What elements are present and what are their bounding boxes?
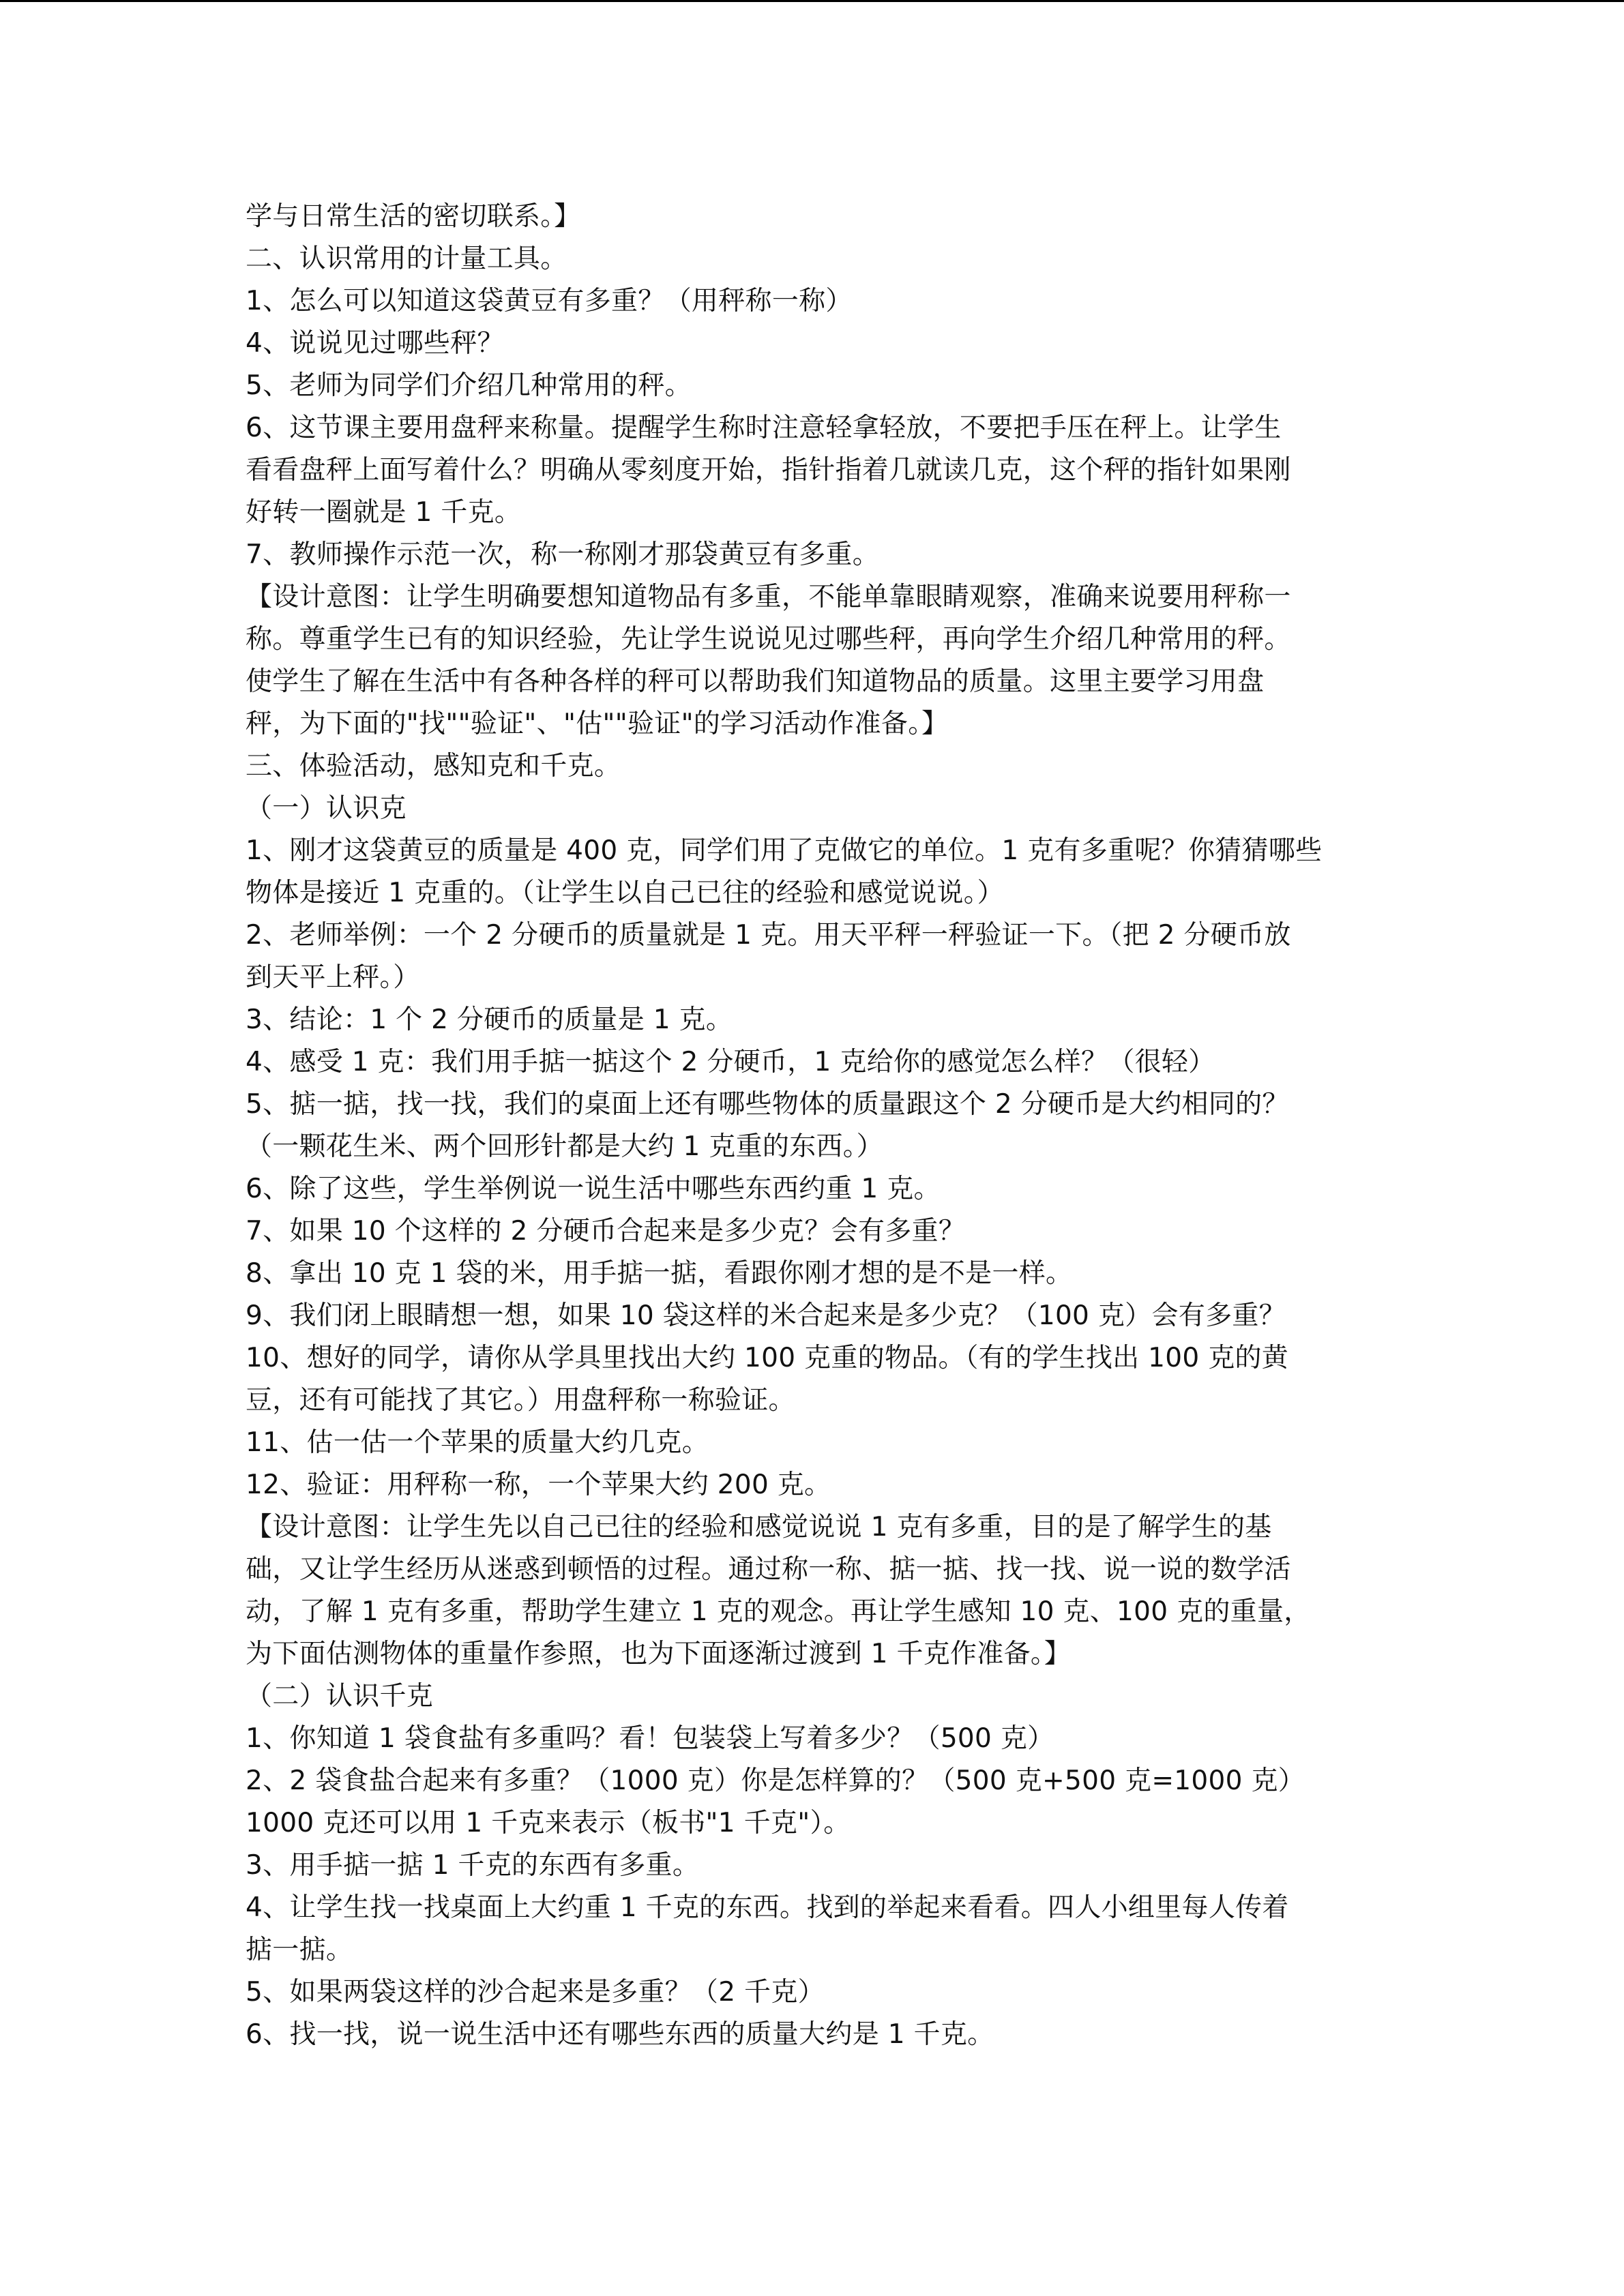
section-heading: 三、体验活动，感知克和千克。 xyxy=(246,751,621,781)
design-intent-line: 动，了解 1 克有多重，帮助学生建立 1 克的观念。再让学生感知 10 克、100 克的重量， xyxy=(246,1596,1311,1627)
text-line: 2、2 袋食盐合起来有多重？（1000 克）你是怎样算的？（500 克+500 克=1000 克） xyxy=(246,1765,1305,1796)
text-line: 豆，还有可能找了其它。）用盘秤称一称验证。 xyxy=(246,1385,795,1416)
text-line: 1、你知道 1 袋食盐有多重吗？看！包装袋上写着多少？（500 克） xyxy=(246,1723,1054,1754)
text-line: 看看盘秤上面写着什么？明确从零刻度开始，指针指着几就读几克，这个秤的指针如果刚 xyxy=(246,455,1291,486)
design-intent-line: 【设计意图：让学生明确要想知道物品有多重，不能单靠眼睛观察，准确来说要用秤称一 xyxy=(246,582,1291,612)
text-line: 1、刚才这袋黄豆的质量是 400 克，同学们用了克做它的单位。1 克有多重呢？你猜猜哪些 xyxy=(246,835,1323,866)
text-line: 6、找一找，说一说生活中还有哪些东西的质量大约是 1 千克。 xyxy=(246,2019,994,2050)
document-body xyxy=(246,196,1378,2056)
text-line: 5、掂一掂，找一找，我们的桌面上还有哪些物体的质量跟这个 2 分硬币是大约相同的？ xyxy=(246,1089,1289,1120)
text-line: 3、结论：1 个 2 分硬币的质量是 1 克。 xyxy=(246,1004,733,1035)
text-line: 5、老师为同学们介绍几种常用的秤。 xyxy=(246,370,692,401)
design-intent-line: 使学生了解在生活中有各种各样的秤可以帮助我们知道物品的质量。这里主要学习用盘 xyxy=(246,666,1265,697)
text-line: 掂一掂。 xyxy=(246,1935,353,1965)
design-intent-line: 秤，为下面的"找""验证"、"估""验证"的学习活动作准备。】 xyxy=(246,709,949,739)
text-line: 12、验证：用秤称一称，一个苹果大约 200 克。 xyxy=(246,1470,831,1500)
text-line: 8、拿出 10 克 1 袋的米，用手掂一掂，看跟你刚才想的是不是一样。 xyxy=(246,1258,1073,1289)
text-line: 9、我们闭上眼睛想一想，如果 10 袋这样的米合起来是多少克？（100 克）会有多重？ xyxy=(246,1300,1286,1331)
text-line: 1、怎么可以知道这袋黄豆有多重？（用秤称一称） xyxy=(246,286,853,316)
design-intent-line: 为下面估测物体的重量作参照，也为下面逐渐过渡到 1 千克作准备。】 xyxy=(246,1639,1072,1669)
subsection-heading: （二）认识千克 xyxy=(246,1681,434,1712)
page-top-border xyxy=(0,0,1624,2)
text-line: 7、如果 10 个这样的 2 分硬币合起来是多少克？会有多重？ xyxy=(246,1216,966,1247)
text-line: 2、老师举例：一个 2 分硬币的质量就是 1 克。用天平秤一秤验证一下。（把 2 分硬币放 xyxy=(246,920,1291,951)
text-line: 3、用手掂一掂 1 千克的东西有多重。 xyxy=(246,1850,700,1881)
text-line: 11、估一估一个苹果的质量大约几克。 xyxy=(246,1427,709,1458)
text-line: 4、说说见过哪些秤？ xyxy=(246,328,504,359)
design-intent-line: 【设计意图：让学生先以自己已往的经验和感觉说说 1 克有多重，目的是了解学生的基 xyxy=(246,1512,1272,1542)
text-line: 10、想好的同学，请你从学具里找出大约 100 克重的物品。（有的学生找出 100 克的黄 xyxy=(246,1343,1289,1373)
text-line: 到天平上秤。） xyxy=(246,962,420,993)
text-line: 4、让学生找一找桌面上大约重 1 千克的东西。找到的举起来看看。四人小组里每人传着 xyxy=(246,1892,1289,1923)
text-line: 物体是接近 1 克重的。（让学生以自己已往的经验和感觉说说。） xyxy=(246,878,1004,908)
text-line: （一颗花生米、两个回形针都是大约 1 克重的东西。） xyxy=(246,1131,883,1162)
text-line: 5、如果两袋这样的沙合起来是多重？（2 千克） xyxy=(246,1977,825,2008)
text-line: 7、教师操作示范一次，称一称刚才那袋黄豆有多重。 xyxy=(246,539,880,570)
design-intent-line: 础，又让学生经历从迷惑到顿悟的过程。通过称一称、掂一掂、找一找、说一说的数学活 xyxy=(246,1554,1291,1585)
design-intent-line: 称。尊重学生已有的知识经验，先让学生说说见过哪些秤，再向学生介绍几种常用的秤。 xyxy=(246,624,1291,655)
text-line: 学与日常生活的密切联系。】 xyxy=(246,201,581,232)
text-line: 4、感受 1 克：我们用手掂一掂这个 2 分硬币，1 克给你的感觉怎么样？（很轻） xyxy=(246,1047,1215,1077)
text-line: 1000 克还可以用 1 千克来表示（板书"1 千克"）。 xyxy=(246,1808,851,1838)
text-line: 6、这节课主要用盘秤来称量。提醒学生称时注意轻拿轻放，不要把手压在秤上。让学生 xyxy=(246,413,1282,443)
subsection-heading: （一）认识克 xyxy=(246,793,407,824)
text-line: 好转一圈就是 1 千克。 xyxy=(246,497,522,528)
section-heading: 二、认识常用的计量工具。 xyxy=(246,243,567,274)
text-line: 6、除了这些，学生举例说一说生活中哪些东西约重 1 克。 xyxy=(246,1174,941,1204)
